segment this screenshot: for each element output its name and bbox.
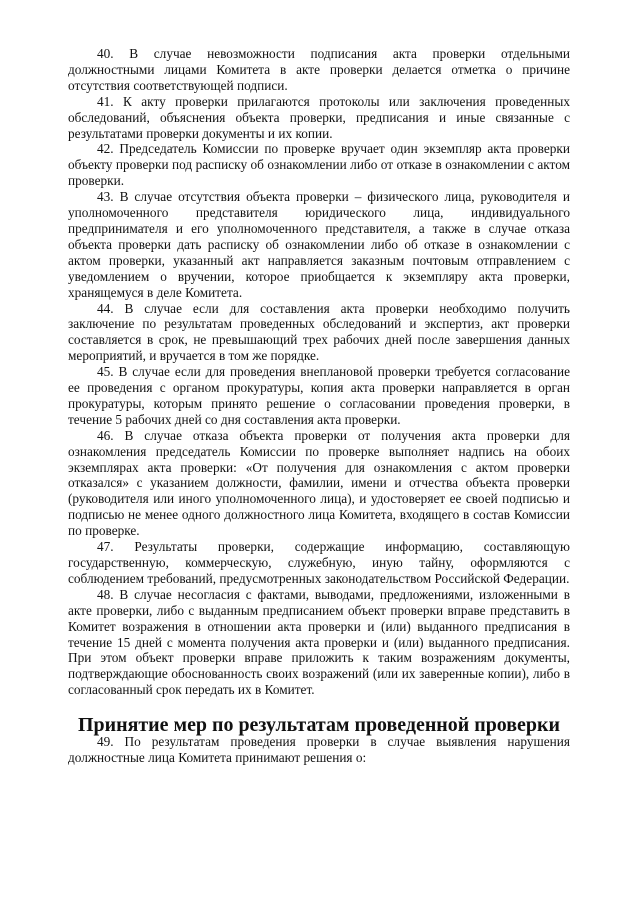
paragraph-45: 45. В случае если для проведения внеплановой проверки требуется согласование ее проведения с органом прокуратуры, копия акта проверки направляется в орган прокуратуры, которым принято решение о согласовании проведения проверки, в течение 5 рабочих дней со дня составления акта проверки.	[68, 364, 570, 427]
paragraph-44: 44. В случае если для составления акта проверки необходимо получить заключение по результатам проведенных обследований и экспертиз, акт проверки составляется в срок, не превышающий трех рабочих дней после завершения данных мероприятий, и вручается в том же порядке.	[68, 300, 570, 364]
paragraph-46: 46. В случае отказа объекта проверки от получения акта проверки для ознакомления председатель Комиссии по проверке выполняет надпись на обоих экземплярах акта проверки: «От получения для ознакомления с актом проверки отказался» с указанием должности, фамилии, имени и отчества объекта проверки (руководителя или иного уполномоченного лица), и удостоверяет ее своей подписью и подписью не менее одного должностного лица Комитета, входящего в состав Комиссии по проверке.	[68, 427, 570, 539]
paragraph-47: 47. Результаты проверки, содержащие информацию, составляющую государственную, коммерческую, служебную, иную тайну, оформляются с соблюдением требований, предусмотренных законодательством Российской Федерации.	[68, 539, 570, 586]
paragraph-41: 41. К акту проверки прилагаются протоколы или заключения проведенных обследований, объяснения объекта проверки, предписания и иные связанные с результатами проверки документы и их копии.	[68, 93, 570, 141]
paragraph-42: 42. Председатель Комиссии по проверке вручает один экземпляр акта проверки объекту проверки под расписку об ознакомлении либо от отказе в ознакомлении с актом проверки.	[68, 141, 570, 189]
paragraph-49: 49. По результатам проведения проверки в случае выявления нарушения должностные лица Комитета принимают решения о:	[68, 734, 570, 765]
document-page	[68, 46, 570, 766]
paragraph-48: 48. В случае несогласия с фактами, выводами, предложениями, изложенными в акте проверки, либо с выданным предписанием объект проверки вправе представить в Комитет возражения в отношении акта проверки и (или) выданного предписания в течение 15 дней с момента получения акта проверки и (или) выданного предписания. При этом объект проверки вправе приложить к таким возражениям документы, подтверждающие обоснованность своих возражений (или их заверенные копии), либо в согласованный срок передать их в Комитет.	[68, 586, 570, 698]
paragraph-40: 40. В случае невозможности подписания акта проверки отдельными должностными лицами Комитета в акте проверки делается отметка о причине отсутствия соответствующей подписи.	[68, 46, 570, 93]
paragraph-43: 43. В случае отсутствия объекта проверки – физического лица, руководителя и уполномоченного представителя юридического лица, индивидуального предпринимателя и его уполномоченного представителя, а также в случае отказа объекта проверки дать расписку об ознакомлении либо об отказе в ознакомлении с актом проверки, указанный акт направляется заказным почтовым отправлением с уведомлением о вручении, которое приобщается к экземпляру акта проверки, хранящемуся в деле Комитета.	[68, 189, 570, 300]
section-heading: Принятие мер по результатам проведенной проверки	[78, 714, 560, 737]
